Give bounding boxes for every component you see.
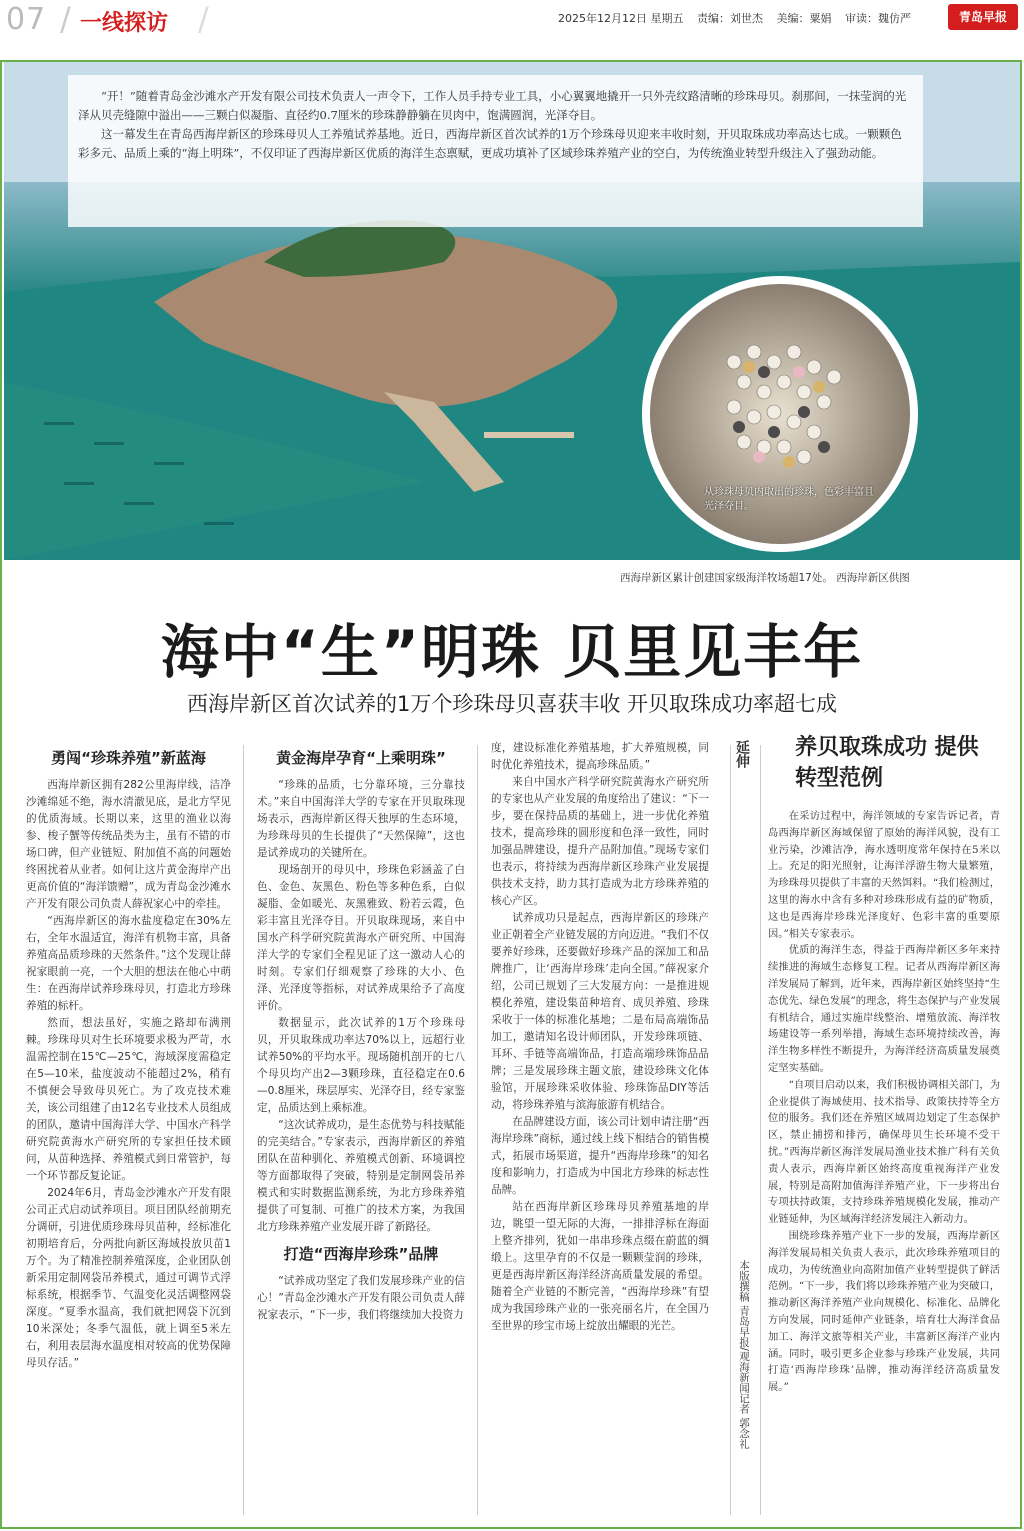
column-heading: 黄金海岸孕育“上乘明珠” xyxy=(276,749,446,767)
newspaper-logo: 青岛早报 xyxy=(948,4,1018,30)
column-divider xyxy=(243,745,244,1515)
paragraph: 度，建设标准化养殖基地，扩大养殖规模，同时优化养殖技术，提高珍珠品质。” xyxy=(491,742,709,771)
designer-credit: 美编：粟娟 xyxy=(776,12,832,25)
slash-divider: / xyxy=(198,0,209,38)
paragraph: 围绕珍珠养殖产业下一步的发展，西海岸新区海洋发展局相关负责人表示，此次珍珠养殖项目的成功，为传统渔业向高附加值产业转型提供了鲜活范例。“下一步，我们将以珍珠养殖产业为突破口，推动新区海洋养殖产业向规模化、标准化、品牌化方向发展，同时延伸产业链条，培育壮大海洋食品加工、海洋文旅等相关产业，丰富新区海洋产业内涵。同时，吸引更多企业参与珍珠产业发展，共同打造‘西海岸珍珠’品牌，推动海洋经济高质量发展。” xyxy=(768,1229,1000,1394)
byline: 本版撰稿 青岛早报/观海新闻记者 郭念礼 xyxy=(738,1260,750,1449)
inset-caption: 从珍珠母贝内取出的珍珠，色彩丰富且光泽夺目。 xyxy=(704,487,874,512)
paragraph: “自项目启动以来，我们积极协调相关部门，为企业提供了海域使用、技术指导、政策扶持等全方位的服务。我们还在养殖区域周边划定了生态保护区，禁止捕捞和排污，确保母贝生长环境不受干扰。”西海岸新区海洋发展局渔业技术推广科有关负责人表示，西海岸新区始终高度重视海洋产业发展，特别是高附加值海洋养殖产业，下一步将出台专项扶持政策，支持珍珠养殖规模化发展，推动产业链延伸，为区域海洋经济发展注入新动力。 xyxy=(768,1078,1000,1226)
paragraph: 来自中国水产科学研究院黄海水产研究所的专家也从产业发展的角度给出了建议：“下一步，要在保持品质的基础上，进一步优化养殖技术，提高珍珠的圆形度和色泽一致性，同时加强品牌建设，提升产品附加值。”现场专家们也表示，将持续为西海岸新区珍珠产业发展提供技术支持，助力其打造成为北方珍珠养殖的核心产区。 xyxy=(491,776,709,907)
column-heading: 打造“西海岸珍珠”品牌 xyxy=(283,1245,439,1263)
proofreader-credit: 审读：魏仿严 xyxy=(845,12,911,25)
photo-caption: 西海岸新区累计创建国家级海洋牧场超17处。 西海岸新区供图 xyxy=(620,572,910,584)
paragraph: “这次试养成功，是生态优势与科技赋能的完美结合。”专家表示，西海岸新区的养殖团队在苗种驯化、养殖模式创新、环境调控等方面都取得了突破，特别是定制网袋吊养模式和实时数据监测系统，为北方珍珠养殖提供了可复制、可推广的技术方案，为我国北方珍珠养殖产业发展开辟了新路径。 xyxy=(257,1119,465,1233)
page-number: 07 xyxy=(6,2,47,37)
paragraph: 2024年6月，青岛金沙滩水产开发有限公司正式启动试养项目。项目团队经前期充分调研，引进优质珍珠母贝苗种，经标准化初期培育后，分两批向新区海域投放贝苗1万个。为了精准控制养殖深度，企业团队创新采用定制网袋吊养模式，通过可调节式浮标系统，根据季节、气温变化灵活调整网袋深度。“夏季水温高，我们就把网袋下沉到10米深处；冬季气温低，就上调至5米左右，利用表层海水温度相对较高的优势保障母贝存活。” xyxy=(26,1187,231,1369)
paragraph: 然而，想法虽好，实施之路却布满荆棘。珍珠母贝对生长环境要求极为严苛，水温需控制在15℃—25℃，海域深度需稳定在5—10米，盐度波动不能超过2%，稍有不慎便会导致母贝死亡。为了攻克技术难关，该公司组建了由12名专业技术人员组成的团队，邀请中国海洋大学、中国水产科学研究院黄海水产研究所的专家担任技术顾问，从苗种选择、养殖模式到日常管护，每一个环节都反复论证。 xyxy=(26,1017,231,1182)
intro-paragraph: “开！”随着青岛金沙滩水产开发有限公司技术负责人一声令下，工作人员手持专业工具，小心翼翼地撬开一只外壳纹路清晰的珍珠母贝。刹那间，一抹莹润的光泽从贝壳缝隙中溢出——三颗白似凝脂、直径约0.7厘米的珍珠静静躺在贝肉中，饱满圆润，光泽夺目。 xyxy=(78,89,907,122)
extension-label: 延伸 xyxy=(734,740,750,768)
column-divider xyxy=(760,745,761,1515)
subheadline: 西海岸新区首次试养的1万个珍珠母贝喜获丰收 开贝取珠成功率超七成 xyxy=(186,692,838,716)
issue-meta xyxy=(558,10,921,26)
article-column-3 xyxy=(491,740,709,1335)
headline: 海中“生”明珠 贝里见丰年 xyxy=(160,618,864,686)
slash-divider: / xyxy=(60,0,71,38)
paragraph: 在采访过程中，海洋领域的专家告诉记者，青岛西海岸新区海域保留了原始的海洋风貌，没有工业污染，沙滩洁净，海水透明度常年保持在5米以上。充足的阳光照射，让海洋浮游生物大量繁殖，为珍珠母贝提供了丰富的天然饵料。“我们检测过，这里的海水中含有多种对珍珠形成有益的矿物质，这也是西海岸珍珠光泽度好、色彩丰富的重要原因。”相关专家表示。 xyxy=(768,810,1000,940)
column-divider xyxy=(730,745,731,1515)
paragraph: 数据显示，此次试养的1万个珍珠母贝，开贝取珠成功率达70%以上，远超行业试养50%的平均水平。现场随机剖开的七八个母贝均产出2—3颗珍珠，直径稳定在0.6—0.8厘米，珠层厚实、光泽夺目，经专家鉴定，品质达到上乘标准。 xyxy=(257,1017,465,1114)
intro-box xyxy=(68,75,923,227)
masthead xyxy=(0,0,1024,38)
paragraph: “试养成功坚定了我们发展珍珠产业的信心！”青岛金沙滩水产开发有限公司负责人薛祝家表示，“下一步，我们将继续加大投资力 xyxy=(257,1275,465,1321)
column-heading: 勇闯“珍珠养殖”新蓝海 xyxy=(51,749,206,767)
article-column-1 xyxy=(26,740,231,1372)
paragraph: “西海岸新区的海水盐度稳定在30%左右，全年水温适宜，海洋有机物丰富，具备养殖高品质珍珠的天然条件。”这个发现让薛祝家眼前一亮，一个大胆的想法在他心中萌生：在西海岸试养珍珠母贝，打造北方珍珠养殖的标杆。 xyxy=(26,915,231,1012)
sidebar-column xyxy=(768,808,1000,1396)
paragraph: “珍珠的品质，七分靠环境，三分靠技术。”来自中国海洋大学的专家在开贝取珠现场表示，西海岸新区得天独厚的生态环境，为珍珠母贝的生长提供了“天然保障”，这也是试养成功的关键所在。 xyxy=(257,779,465,859)
paragraph: 站在西海岸新区珍珠母贝养殖基地的岸边，眺望一望无际的大海，一排排浮标在海面上整齐排列，犹如一串串珍珠点缀在蔚蓝的绸缎上。这里孕育的不仅是一颗颗莹润的珍珠，更是西海岸新区海洋经济高质量发展的希望。随着全产业链的不断完善，“西海岸珍珠”有望成为我国珍珠产业的一张亮丽名片，在全国乃至世界的珍宝市场上绽放出耀眼的光芒。 xyxy=(491,1201,709,1332)
article-column-2 xyxy=(257,740,465,1324)
paragraph: 在品牌建设方面，该公司计划申请注册“西海岸珍珠”商标，通过线上线下相结合的销售模式，拓展市场渠道，提升“西海岸珍珠”的知名度和影响力，打造成为中国北方珍珠的标志性品牌。 xyxy=(491,1116,709,1196)
paragraph: 试养成功只是起点，西海岸新区的珍珠产业正朝着全产业链发展的方向迈进。“我们不仅要养好珍珠，还要做好珍珠产品的深加工和品牌推广，让‘西海岸珍珠’走向全国。”薛祝家介绍，公司已规划了三大发展方向：一是推进规模化养殖，建设集苗种培育、成贝养殖、珍珠采收于一体的标准化基地；二是布局高端饰品加工，邀请知名设计师团队，开发珍珠项链、耳环、手链等高端饰品，打造高端珍珠饰品品牌；三是发展珍珠主题文旅，建设珍珠文化体验馆，开展珍珠采收体验、珍珠饰品DIY等活动，将珍珠养殖与滨海旅游有机结合。 xyxy=(491,912,709,1111)
issue-date: 2025年12月12日 星期五 xyxy=(558,12,684,25)
editor-credit: 责编：刘世杰 xyxy=(697,12,763,25)
paragraph: 优质的海洋生态，得益于西海岸新区多年来持续推进的海域生态修复工程。记者从西海岸新区海洋发展局了解到，近年来，西海岸新区始终坚持“生态优先、绿色发展”的理念，将生态保护与产业发展有机结合，通过实施岸线整治、增殖放流、海洋牧场建设等一系列举措，海域生态环境持续改善，海洋生物多样性不断提升，为海洋经济高质量发展奠定坚实基础。 xyxy=(768,944,1000,1074)
section-title: 一线探访 xyxy=(80,11,169,36)
paragraph: 现场剖开的母贝中，珍珠色彩涵盖了白色、金色、灰黑色、粉色等多种色系，白似凝脂、金如暖光、灰黑雅致、粉若云霞，色彩丰富且光泽夺目。开贝取珠现场，来自中国水产科学研究院黄海水产研究所、中国海洋大学的专家们全程见证了这一激动人心的时刻。专家们仔细观察了珍珠的大小、色泽、光泽度等指标，对试养成果给予了高度评价。 xyxy=(257,864,465,1012)
intro-paragraph: 这一幕发生在青岛西海岸新区的珍珠母贝人工养殖试养基地。近日，西海岸新区首次试养的1万个珍珠母贝迎来丰收时刻，开贝取珠成功率高达七成。一颗颗色彩多元、品质上乘的“海上明珠”，不仅印证了西海岸新区优质的海洋生态禀赋，更成功填补了区域珍珠养殖产业的空白，为传统渔业转型升级注入了强劲动能。 xyxy=(78,127,902,160)
column-divider xyxy=(477,745,478,1515)
sidebar-title: 养贝取珠成功 提供转型范例 xyxy=(795,735,979,791)
paragraph: 西海岸新区拥有282公里海岸线，洁净沙滩绵延不绝，海水清澈见底，是北方罕见的优质海域。长期以来，这里的渔业以海参、梭子蟹等传统品类为主，虽有不错的市场口碑，但产业链短、附加值不高的问题始终困扰着从业者。如何让这片黄金海岸产出更高价值的“海洋馈赠”，成为青岛金沙滩水产开发有限公司负责人薛祝家心中的牵挂。 xyxy=(26,779,231,910)
